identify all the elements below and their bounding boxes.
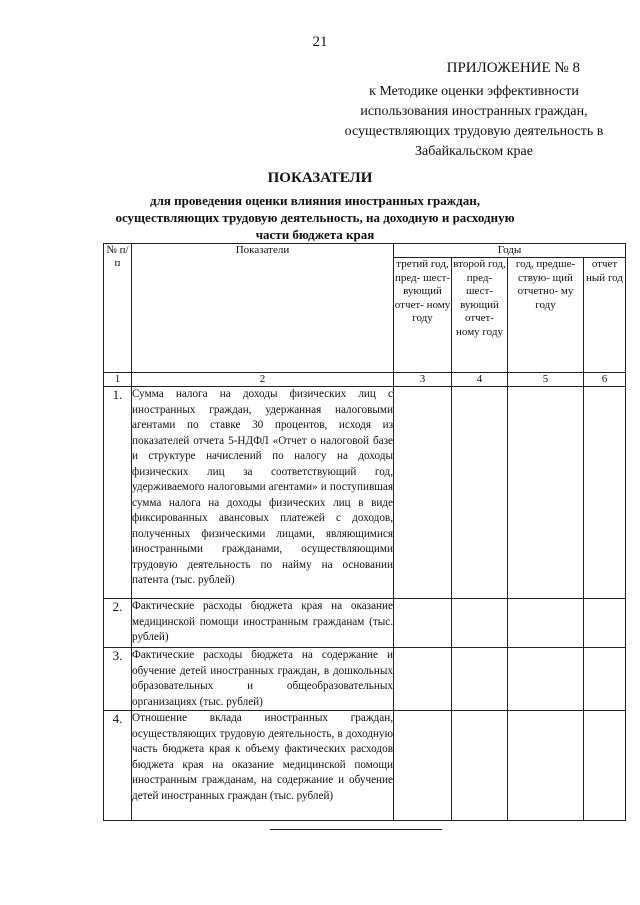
value-cell bbox=[584, 599, 626, 648]
value-cell bbox=[394, 599, 452, 648]
table-row bbox=[104, 599, 626, 648]
document-subtitle: для проведения оценки влияния иностранных граждан, осуществляющих трудовую деятельность, на доходную и расходную части бюджета края bbox=[115, 193, 515, 242]
value-cell bbox=[452, 648, 508, 711]
value-cell bbox=[508, 711, 584, 821]
table-row bbox=[104, 387, 626, 599]
header-num: № п/п bbox=[104, 244, 132, 373]
header-year-2-before: второй год, пред- шест- вующий отчет- ному году bbox=[452, 258, 508, 373]
column-number: 2 bbox=[132, 373, 394, 387]
row-number: 4. bbox=[104, 711, 132, 821]
value-cell bbox=[584, 711, 626, 821]
column-number: 3 bbox=[394, 373, 452, 387]
appendix-subtitle: к Методике оценки эффективности использования иностранных граждан, осуществляющих трудовую деятельность в Забайкальском крае bbox=[344, 84, 604, 159]
value-cell bbox=[394, 648, 452, 711]
header-report-year: отчет ный год bbox=[584, 258, 626, 373]
header-year-3-before: третий год, пред- шест- вующий отчет- ному году bbox=[394, 258, 452, 373]
column-numbers-row bbox=[104, 373, 626, 387]
header-indicators: Показатели bbox=[132, 244, 394, 373]
value-cell bbox=[452, 387, 508, 599]
value-cell bbox=[394, 711, 452, 821]
row-indicator: Отношение вклада иностранных граждан, осуществляющих трудовую деятельность, в доходную часть бюджета края к объему фактических расходов бюджета края на оказание медицинской помощи иностранным гражданам, на содержание и обучение детей иностранных граждан (тыс. рублей) bbox=[132, 711, 394, 821]
appendix-title: ПРИЛОЖЕНИЕ № 8 bbox=[446, 60, 580, 76]
column-number: 4 bbox=[452, 373, 508, 387]
value-cell bbox=[452, 711, 508, 821]
row-number: 3. bbox=[104, 648, 132, 711]
page-number: 21 bbox=[312, 34, 328, 50]
value-cell bbox=[508, 599, 584, 648]
value-cell bbox=[508, 648, 584, 711]
table-row bbox=[104, 711, 626, 821]
row-indicator: Фактические расходы бюджета на содержание и обучение детей иностранных граждан, в дошкольных образовательных и общеобразовательных организациях (тыс. рублей) bbox=[132, 648, 394, 711]
column-number: 1 bbox=[104, 373, 132, 387]
footer-divider bbox=[270, 829, 442, 830]
row-indicator: Фактические расходы бюджета края на оказание медицинской помощи иностранным гражданам (тыс. рублей) bbox=[132, 599, 394, 648]
table-row bbox=[104, 648, 626, 711]
value-cell bbox=[394, 387, 452, 599]
header-year-1-before: год, предше- ствую- щий отчетно- му году bbox=[508, 258, 584, 373]
document-title: ПОКАЗАТЕЛИ bbox=[267, 170, 373, 186]
column-number: 6 bbox=[584, 373, 626, 387]
column-number: 5 bbox=[508, 373, 584, 387]
row-number: 2. bbox=[104, 599, 132, 648]
value-cell bbox=[452, 599, 508, 648]
row-indicator: Сумма налога на доходы физических лиц с иностранных граждан, удержанная налоговыми агентами по ставке 30 процентов, исходя из показателей отчета 5-НДФЛ «Отчет о налоговой базе и структуре начислений по налогу на доходы физических лиц за соответствующий год, удерживаемого налоговыми агентами» и поступившая сумма налога на доходы физических лиц в виде фиксированных авансовых платежей с доходов, полученных физическими лицами, являющимися иностранными гражданами, осуществляющими трудовую деятельность по найму на основании патента (тыс. рублей) bbox=[132, 387, 394, 599]
indicators-table bbox=[103, 243, 626, 821]
value-cell bbox=[508, 387, 584, 599]
row-number: 1. bbox=[104, 387, 132, 599]
header-row bbox=[104, 244, 626, 258]
value-cell bbox=[584, 387, 626, 599]
header-years: Годы bbox=[394, 244, 626, 258]
value-cell bbox=[584, 648, 626, 711]
